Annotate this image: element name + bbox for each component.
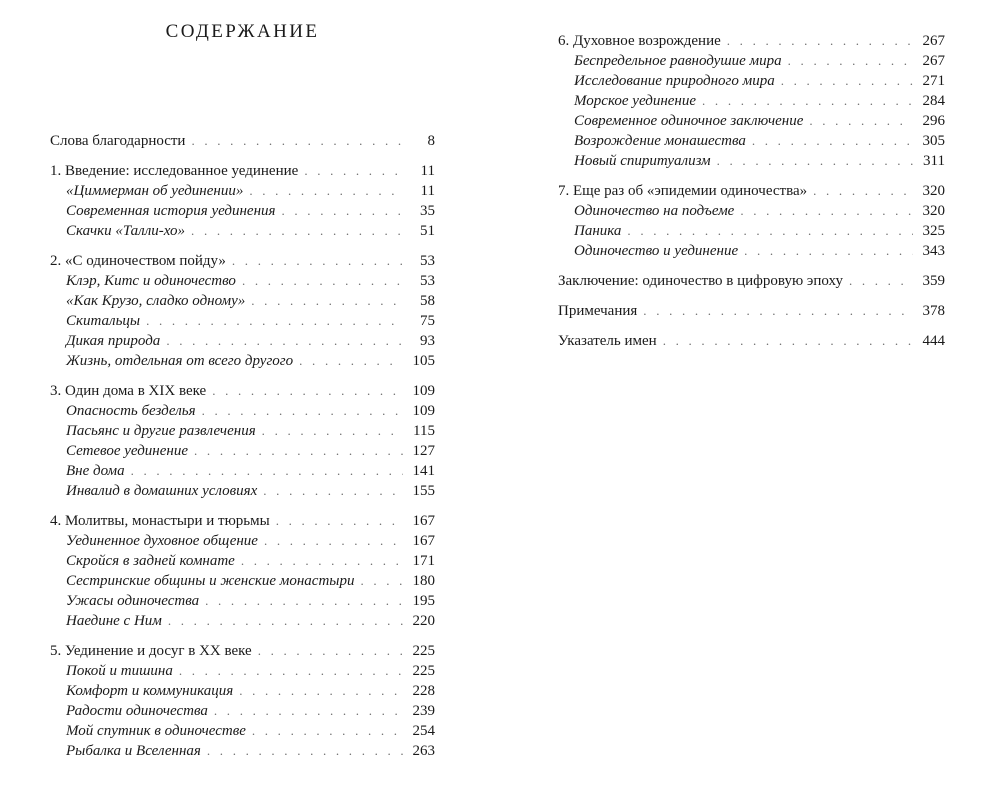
toc-entries-left: [50, 131, 435, 761]
toc-page-number: 109: [412, 403, 435, 419]
toc-dot-leader: [263, 481, 403, 501]
toc-subentry: [50, 721, 435, 741]
toc-page-number: 115: [413, 423, 435, 439]
toc-page-number: 58: [420, 293, 435, 309]
toc-entry-label: Пасьянс и другие развлечения: [66, 423, 256, 439]
toc-chapter-entry: [50, 641, 435, 661]
toc-chapter-entry: [558, 31, 945, 51]
toc-dot-leader: [251, 291, 403, 311]
toc-entry-label: 3. Один дома в XIX веке: [50, 383, 207, 399]
toc-subentry: [50, 401, 435, 421]
toc-page-number: 167: [412, 513, 435, 529]
toc-entry-label: Мой спутник в одиночестве: [66, 723, 246, 739]
toc-dot-leader: [813, 181, 913, 201]
toc-entry-label: 5. Уединение и досуг в XX веке: [50, 643, 252, 659]
toc-page-number: 254: [412, 723, 435, 739]
toc-dot-leader: [744, 241, 913, 261]
toc-chapter-entry: [558, 301, 945, 321]
toc-subentry: [50, 291, 435, 311]
toc-entry-label: Новый спиритуализм: [574, 153, 711, 169]
toc-dot-leader: [717, 151, 913, 171]
toc-page-number: 263: [412, 743, 435, 759]
toc-subentry: [50, 571, 435, 591]
toc-entry-label: Паника: [574, 223, 622, 239]
toc-dot-leader: [207, 741, 403, 761]
toc-entry-label: Опасность безделья: [66, 403, 196, 419]
toc-page-number: 267: [922, 53, 945, 69]
toc-subentry: [558, 71, 945, 91]
toc-entry-label: Исследование природного мира: [574, 73, 775, 89]
toc-dot-leader: [264, 531, 403, 551]
toc-entry-label: 6. Духовное возрождение: [558, 33, 721, 49]
toc-entry-label: Заключение: одиночество в цифровую эпоху: [558, 273, 843, 289]
toc-subentry: [50, 661, 435, 681]
toc-entry-label: 4. Молитвы, монастыри и тюрьмы: [50, 513, 270, 529]
toc-chapter-entry: [50, 131, 435, 151]
toc-page-number: 8: [427, 133, 435, 149]
toc-entry-label: Примечания: [558, 303, 638, 319]
toc-entry-label: Скачки «Талли-хо»: [66, 223, 186, 239]
toc-chapter-entry: [50, 381, 435, 401]
toc-dot-leader: [781, 71, 913, 91]
toc-entry-label: «Как Крузо, сладко одному»: [66, 293, 246, 309]
toc-entry-label: Слова благодарности: [50, 133, 186, 149]
toc-dot-leader: [740, 201, 913, 221]
toc-dot-leader: [702, 91, 913, 111]
toc-page-number: 109: [412, 383, 435, 399]
toc-dot-leader: [194, 441, 403, 461]
toc-entry-label: 1. Введение: исследованное уединение: [50, 163, 299, 179]
toc-page-number: 311: [923, 153, 945, 169]
toc-subentry: [50, 611, 435, 631]
toc-subentry: [558, 111, 945, 131]
toc-subentry: [50, 741, 435, 761]
toc-page-number: 271: [922, 73, 945, 89]
toc-page-number: 167: [412, 533, 435, 549]
toc-entry-label: Покой и тишина: [66, 663, 173, 679]
toc-page-number: 225: [412, 663, 435, 679]
toc-page-number: 343: [922, 243, 945, 259]
toc-page-number: 155: [412, 483, 435, 499]
toc-page-number: 53: [420, 273, 435, 289]
toc-chapter-entry: [50, 251, 435, 271]
toc-entry-label: Уединенное духовное общение: [66, 533, 258, 549]
toc-page-number: 53: [420, 253, 435, 269]
toc-dot-leader: [249, 181, 403, 201]
toc-entry-label: Инвалид в домашних условиях: [66, 483, 258, 499]
toc-subentry: [558, 151, 945, 171]
toc-page-number: 75: [420, 313, 435, 329]
toc-page-number: 220: [412, 613, 435, 629]
toc-entry-label: Одиночество и уединение: [574, 243, 739, 259]
toc-page-number: 195: [412, 593, 435, 609]
toc-page-number: 11: [420, 183, 435, 199]
toc-dot-leader: [282, 201, 404, 221]
toc-page-number: 171: [412, 553, 435, 569]
toc-entry-label: Радости одиночества: [66, 703, 208, 719]
toc-chapter-entry: [50, 161, 435, 181]
toc-subentry: [50, 201, 435, 221]
toc-dot-leader: [239, 681, 403, 701]
toc-entry-label: 2. «С одиночеством пойду»: [50, 253, 226, 269]
toc-page-number: 51: [420, 223, 435, 239]
toc-entry-label: Современное одиночное заключение: [574, 113, 804, 129]
toc-subentry: [50, 181, 435, 201]
toc-subentry: [558, 201, 945, 221]
toc-dot-leader: [752, 131, 913, 151]
toc-dot-leader: [809, 111, 913, 131]
toc-subentry: [50, 481, 435, 501]
toc-dot-leader: [360, 571, 403, 591]
toc-dot-leader: [241, 551, 403, 571]
toc-chapter-entry: [558, 181, 945, 201]
toc-subentry: [50, 331, 435, 351]
toc-entry-label: Одиночество на подъеме: [574, 203, 735, 219]
toc-page-number: 320: [922, 183, 945, 199]
toc-subentry: [558, 241, 945, 261]
toc-dot-leader: [304, 161, 403, 181]
toc-subentry: [558, 131, 945, 151]
toc-dot-leader: [643, 301, 913, 321]
toc-dot-leader: [179, 661, 403, 681]
toc-page-number: 105: [412, 353, 435, 369]
toc-entry-label: Наедине с Ним: [66, 613, 162, 629]
toc-page-number: 378: [922, 303, 945, 319]
toc-entry-label: Ужасы одиночества: [66, 593, 200, 609]
toc-page-number: 305: [922, 133, 945, 149]
toc-entry-label: Рыбалка и Вселенная: [66, 743, 201, 759]
toc-dot-leader: [191, 221, 403, 241]
toc-subentry: [558, 51, 945, 71]
toc-dot-leader: [166, 331, 403, 351]
toc-entry-label: Клэр, Китс и одиночество: [66, 273, 236, 289]
toc-dot-leader: [788, 51, 913, 71]
toc-page-number: 11: [420, 163, 435, 179]
toc-page-number: 93: [420, 333, 435, 349]
toc-entry-label: Скитальцы: [66, 313, 141, 329]
toc-dot-leader: [258, 641, 403, 661]
toc-page-number: 239: [412, 703, 435, 719]
toc-dot-leader: [205, 591, 403, 611]
toc-dot-leader: [727, 31, 913, 51]
toc-dot-leader: [168, 611, 403, 631]
toc-subentry: [50, 421, 435, 441]
toc-subentry: [50, 311, 435, 331]
toc-dot-leader: [299, 351, 403, 371]
toc-subentry: [50, 351, 435, 371]
toc-entry-label: Комфорт и коммуникация: [66, 683, 234, 699]
toc-subentry: [50, 701, 435, 721]
toc-entry-label: Указатель имен: [558, 333, 657, 349]
toc-dot-leader: [242, 271, 403, 291]
toc-entry-label: Вне дома: [66, 463, 125, 479]
toc-subentry: [558, 221, 945, 241]
toc-dot-leader: [262, 421, 403, 441]
toc-entry-label: Сестринские общины и женские монастыри: [66, 573, 355, 589]
toc-subentry: [50, 591, 435, 611]
toc-entry-label: Скройся в задней комнате: [66, 553, 235, 569]
toc-dot-leader: [131, 461, 403, 481]
toc-entry-label: Жизнь, отдельная от всего другого: [66, 353, 294, 369]
toc-page-number: 296: [922, 113, 945, 129]
toc-page-number: 359: [922, 273, 945, 289]
toc-page-number: 127: [412, 443, 435, 459]
toc-page-number: 225: [412, 643, 435, 659]
toc-page-number: 228: [412, 683, 435, 699]
toc-dot-leader: [252, 721, 403, 741]
toc-dot-leader: [146, 311, 403, 331]
toc-subentry: [50, 271, 435, 291]
toc-subentry: [50, 461, 435, 481]
toc-chapter-entry: [558, 271, 945, 291]
toc-page-number: 320: [922, 203, 945, 219]
toc-dot-leader: [849, 271, 913, 291]
toc-subentry: [50, 551, 435, 571]
toc-entry-label: Сетевое уединение: [66, 443, 189, 459]
page-title: СОДЕРЖАНИЕ: [165, 21, 320, 42]
toc-page-number: 141: [412, 463, 435, 479]
toc-subentry: [50, 221, 435, 241]
toc-subentry: [50, 531, 435, 551]
toc-chapter-entry: [558, 331, 945, 351]
toc-entry-label: Возрождение монашества: [574, 133, 746, 149]
toc-dot-leader: [627, 221, 913, 241]
toc-dot-leader: [232, 251, 403, 271]
toc-dot-leader: [276, 511, 403, 531]
toc-subentry: [558, 91, 945, 111]
toc-page-number: 325: [922, 223, 945, 239]
toc-subentry: [50, 441, 435, 461]
toc-dot-leader: [663, 331, 913, 351]
toc-dot-leader: [191, 131, 403, 151]
toc-dot-leader: [202, 401, 403, 421]
toc-entries-right: [558, 31, 945, 351]
toc-page-number: 284: [922, 93, 945, 109]
toc-entry-label: Современная история уединения: [66, 203, 276, 219]
toc-page-number: 180: [412, 573, 435, 589]
toc-entry-label: Беспредельное равнодушие мира: [574, 53, 782, 69]
toc-page-number: 267: [922, 33, 945, 49]
toc-dot-leader: [214, 701, 403, 721]
toc-entry-label: Дикая природа: [66, 333, 161, 349]
toc-page-number: 444: [922, 333, 945, 349]
toc-chapter-entry: [50, 511, 435, 531]
toc-dot-leader: [212, 381, 403, 401]
toc-subentry: [50, 681, 435, 701]
toc-entry-label: «Циммерман об уединении»: [66, 183, 244, 199]
toc-page-number: 35: [420, 203, 435, 219]
toc-entry-label: 7. Еще раз об «эпидемии одиночества»: [558, 183, 808, 199]
toc-entry-label: Морское уединение: [574, 93, 697, 109]
